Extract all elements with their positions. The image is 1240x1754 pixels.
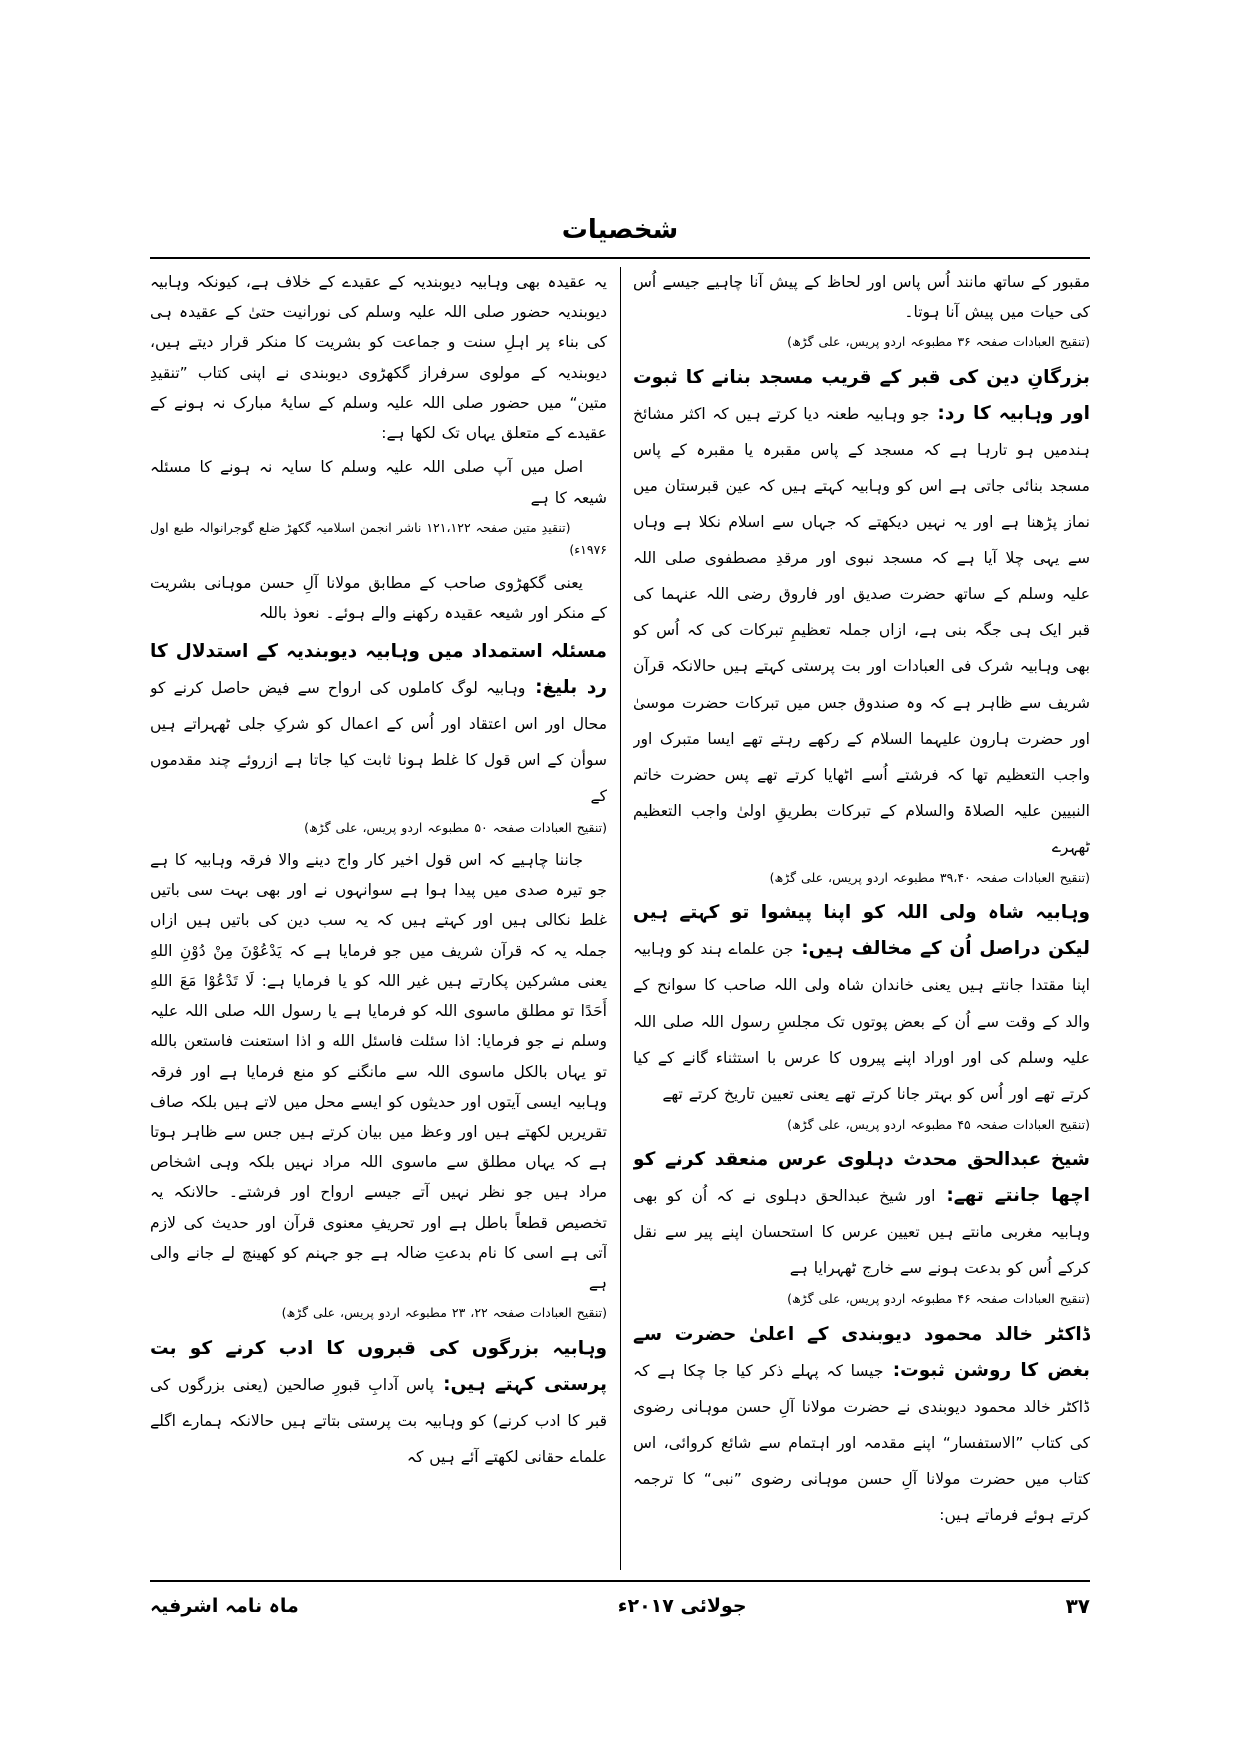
heading-text: ڈاکٹر خالد محمود دیوبندی کے اعلیٰ حضرت سے بغض کا روشن ثبوت:: [633, 1323, 1090, 1381]
heading-body-run: جیسا کہ پہلے ذکر کیا جا چکا ہے کہ ڈاکٹر خالد محمود دیوبندی نے حضرت مولانا آلِ حسن موہانی رضوی کی کتاب ”الاستفسار“ اپنے مقدمہ اور اہتمام سے شائع کروائی، اس کتاب میں حضرت مولانا آلِ حسن موہانی رضوی ”نبی“ کا ترجمہ کرتے ہوئے فرماتے ہیں:: [633, 1362, 1090, 1525]
heading-text: شیخ عبدالحق محدث دہلوی عرس منعقد کرنے کو اچھا جانتے تھے:: [633, 1149, 1090, 1207]
text-columns: [150, 267, 1090, 1570]
paragraph: یہ عقیدہ بھی وہابیہ دیوبندیہ کے عقیدے کے خلاف ہے، کیونکہ وہابیہ دیوبندیہ حضور صلی اللہ علیہ وسلم کی نورانیت حتیٰ کے عقیدہ ہی کی بناء پر اہلِ سنت و جماعت کو بشریت کا منکر قرار دیتے ہیں، دیوبندیہ کے مولوی سرفراز گکھڑوی دیوبندی نے اپنی کتاب ”تنقیدِ متین“ میں حضور صلی اللہ علیہ وسلم کے سایۂ مبارک نہ ہونے کے عقیدے کے متعلق یہاں تک لکھا ہے:: [150, 273, 607, 443]
column-left: [150, 267, 607, 1570]
heading-text: وہابیہ شاہ ولی اللہ کو اپنا پیشوا تو کہتے ہیں لیکن دراصل اُن کے مخالف ہیں:: [633, 902, 1090, 960]
magazine-name: ماہ نامہ اشرفیہ: [150, 1595, 299, 1617]
quotation: جاننا چاہیے کہ اس قول اخیر کار واج دینے والا فرقہ وہابیہ کا ہے جو تیرہ صدی میں پیدا ہوا ہے سوانہوں نے اور بھی بہت سی باتیں غلط نکالی ہیں اور کہتے ہیں کہ یہ سب دین کی باتیں ہیں ازاں جملہ یہ کہ قرآن شریف میں جو فرمایا ہے کہ یَدْعُوْنَ مِنْ دُوْنِ اللهِ یعنی مشرکین پکارتے ہیں غیر اللہ کو یا فرمایا ہے: لَا تَدْعُوْا مَعَ اللهِ أَحَدًا تو مطلق ماسوی اللہ کو فرمایا ہے یا رسول اللہ صلی اللہ علیہ وسلم نے جو فرمایا: اذا سئلت فاسئل الله و اذا استعنت فاستعن بالله تو یہاں بالکل ماسوی اللہ سے مانگنے کو منع فرمایا ہے اور فرقہ وہابیہ ایسی آیتوں اور حدیثوں کو ایسے محل میں لاتے ہیں بلکہ صاف تقریریں لکھتے ہیں اور وعظ میں بیان کرتے ہیں جس سے ظاہر ہوتا ہے کہ یہاں مطلق سے ماسوی اللہ مراد نہیں بلکہ وہی اشخاص مراد ہیں جو نظر نہیں آتے جیسے ارواح اور فرشتے۔ حالانکہ یہ تخصیص قطعاً باطل ہے اور تحریفِ معنوی قرآن اور حدیث کی لازم آتی ہے اسی کا نام بدعتِ ضالہ ہے جو جہنم کو کھینچ لے جانے والی ہے: [150, 851, 607, 1293]
section-heading: [633, 895, 1090, 1111]
page-footer: [150, 1586, 1090, 1626]
citation: (تنقیح العبادات صفحہ ۳۶ مطبوعہ اردو پریس، علی گڑھ): [787, 334, 1090, 350]
column-right: [633, 267, 1090, 1570]
section-heading: [633, 1317, 1090, 1533]
heading-text: وہابیہ بزرگوں کی قبروں کا ادب کرنے کو بت پرستی کہتے ہیں:: [150, 1337, 607, 1395]
page-title: شخصیات: [561, 215, 679, 245]
heading-body-run: وہابیہ لوگ کاملوں کی ارواح سے فیض حاصل کرنے کو محال اور اس اعتقاد اور اُس کے اعمال کو شرکِ جلی ٹھہراتے ہیں سوأن کے اس قول کا غلط ہونا ثابت کیا جاتا ہے ازروئے چند مقدموں کے: [150, 679, 607, 806]
heading-body-run: جن علماے ہند کو وہابیہ اپنا مقتدا جانتے ہیں یعنی خاندان شاہ ولی اللہ صاحب کا سوانح کے والد کے وقت سے اُن کے بعض پوتوں تک مجلسِ رسول اللہ صلی اللہ علیہ وسلم کی اور اوراد اپنے پیروں کا عرس با استثناء گانے کے کیا کرتے تھے اور اُس کو بہتر جانا کرتے تھے یعنی تعیین تاریخ کرتے تھے: [633, 940, 1090, 1103]
page-number: ۳۷: [1065, 1594, 1090, 1618]
heading-text: مسئلہ استمداد میں وہابیہ دیوبندیہ کے استدلال کا رد بلیغ:: [150, 641, 607, 699]
paragraph: مقبور کے ساتھ مانند اُس پاس اور لحاظ کے پیش آنا چاہیے جیسے اُس کی حیات میں پیش آنا ہوتا۔: [633, 273, 1090, 322]
citation: (تنقیح العبادات صفحہ ۴۶ مطبوعہ اردو پریس، علی گڑھ): [787, 1291, 1090, 1307]
header-rule: [150, 257, 1090, 259]
footer-rule: [150, 1580, 1090, 1582]
citation: (تنقیح العبادات صفحہ ۲۲، ۲۳ مطبوعہ اردو پریس، علی گڑھ): [281, 1305, 607, 1321]
citation: (تنقیح العبادات صفحہ ۵۰ مطبوعہ اردو پریس، علی گڑھ): [304, 819, 607, 835]
citation: (تنقیح العبادات صفحہ ۴۵ مطبوعہ اردو پریس، علی گڑھ): [787, 1116, 1090, 1132]
paragraph: یعنی گکھڑوی صاحب کے مطابق مولانا آلِ حسن موہانی بشریت کے منکر اور شیعہ عقیدہ رکھنے والے ہوئے۔ نعوذ باللہ: [150, 573, 607, 622]
section-heading: [150, 634, 607, 814]
page-content: [150, 215, 1090, 1634]
heading-text: بزرگانِ دین کی قبر کے قریب مسجد بنانے کا ثبوت اور وہابیہ کا رد:: [633, 366, 1090, 424]
heading-body-run: جو وہابیہ طعنہ دیا کرتے ہیں کہ اکثر مشائخ ہندمیں ہو تارہا ہے کہ مسجد کے پاس مقبرہ یا مقبرہ کے پاس مسجد بنائی جاتی ہے اس کو وہابیہ کہتے ہیں کہ عین قبرستان میں نماز پڑھنا ہے اور یہ نہیں دیکھتے کہ جہاں سے اسلام نکلا ہے وہاں سے یہی چلا آیا ہے کہ مسجد نبوی اور مرقدِ مصطفوی صلی اللہ علیہ وسلم کے ساتھ حضرت صدیق اور فاروق رضی اللہ عنہما کی قبر ایک ہی جگہ بنی ہے، ازاں جملہ تعظیمِ تبرکات کی کہ اُس کو بھی وہابیہ شرک فی العبادات اور بت پرستی کہتے ہیں حالانکہ قرآن شریف سے ظاہر ہے کہ وہ صندوق جس میں تبرکات حضرت موسیٰ اور حضرت ہارون علیہما السلام کے رکھے رہتے تھے ایسا متبرک اور واجب التعظیم تھا کہ فرشتے اُسے اٹھایا کرتے تھے پس حضرت خاتم النبیین علیہ الصلاۃ والسلام کے تبرکات بطریقِ اولیٰ واجب التعظیم ٹھہرے: [633, 405, 1090, 856]
section-heading: [633, 360, 1090, 865]
section-heading: [633, 1142, 1090, 1286]
quotation: اصل میں آپ صلی اللہ علیہ وسلم کا سایہ نہ ہونے کا مسئلہ شیعہ کا ہے: [150, 458, 607, 507]
section-heading: [150, 1331, 607, 1475]
citation: (تنقیدِ متین صفحہ ۱۲۱،۱۲۲ ناشر انجمن اسلامیہ گکھڑ ضلع گوجرانوالہ طبع اول ۱۹۷۶ء): [150, 519, 607, 558]
heading-body-run: پاس آدابِ قبورِ صالحین (یعنی بزرگوں کی قبر کا ادب کرنے) کو وہابیہ بت پرستی بتاتے ہیں حالانکہ ہمارے اگلے علماے حقانی لکھتے آئے ہیں کہ: [150, 1375, 607, 1466]
heading-body-run: اور شیخ عبدالحق دہلوی نے کہ اُن کو بھی وہابیہ مغربی مانتے ہیں تعیین عرس کا استحسان اپنے پیر سے نقل کرکے اُس کو بدعت ہونے سے خارج ٹھہرایا ہے: [633, 1187, 1090, 1278]
citation: (تنقیح العبادات صفحہ ۳۹،۴۰ مطبوعہ اردو پریس، علی گڑھ): [769, 869, 1090, 885]
issue-date: جولائی ۲۰۱۷ء: [617, 1595, 747, 1617]
